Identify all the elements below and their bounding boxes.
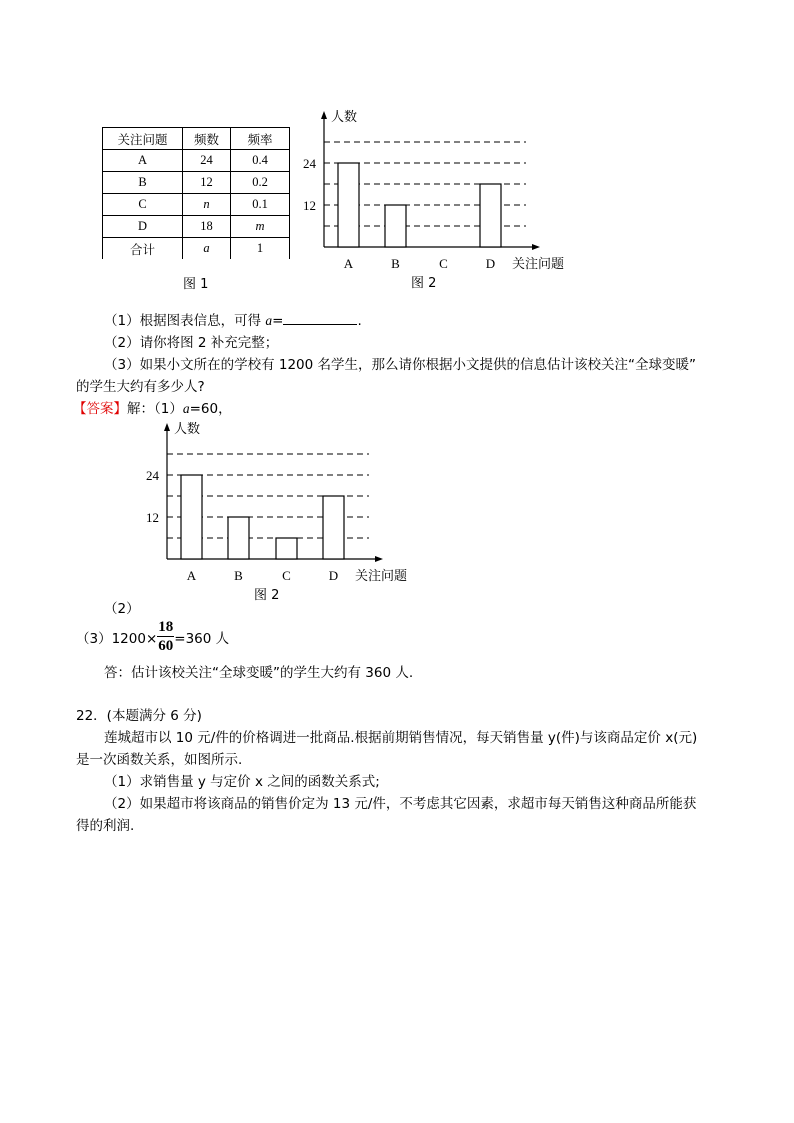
problem-22-line1: 莲城超市以 10 元/件的价格调进一批商品.根据前期销售情况，每天销售量 y(件)与该商品定价 x(元) [104,730,698,746]
bar-A [181,475,202,559]
var-a: a [265,313,273,328]
period: . [357,313,362,329]
table-cell: a [183,238,231,260]
answer-conclusion: 答：估计该校关注“全球变暖”的学生大约有 360 人. [104,665,414,681]
x-tick-label: D [485,256,496,271]
x-tick-label: B [391,256,400,271]
x-tick-label: A [343,256,354,271]
table-header-row [103,128,290,150]
question-3-line2: 的学生大约有多少人? [76,379,205,395]
table-cell: n [183,194,231,216]
table-cell: 18 [183,216,231,238]
table-row [103,150,290,172]
fraction-numerator: 18 [158,619,174,635]
table-row [103,216,290,238]
y-axis-label: 人数 [331,110,358,125]
question-1 [104,309,362,329]
table-cell: 0.4 [231,150,290,172]
chart-caption: 图 2 [411,276,437,291]
chart-plot [303,109,564,291]
problem-22-sub1: （1）求销售量 y 与定价 x 之间的函数关系式; [104,774,380,790]
x-tick-label: B [234,568,243,583]
table-cell: D [103,216,183,238]
bar-A [338,163,359,247]
problem-22-line2: 是一次函数关系，如图所示. [76,752,243,768]
x-axis-arrow [375,556,383,562]
question-1-text: （1）根据图表信息，可得 [104,313,262,329]
table-cell: B [103,172,183,194]
table-row [103,172,290,194]
answer-part-3 [76,618,229,655]
table-row [103,194,290,216]
table-caption: 图 1 [183,277,209,292]
table-cell: m [231,216,290,238]
x-axis-label: 关注问题 [355,569,408,584]
frequency-table-wrap [102,127,290,259]
x-axis-label: 关注问题 [512,257,565,272]
problem-22-sub2-line2: 得的利润. [76,818,135,834]
y-tick-label: 24 [146,468,159,483]
bar-chart-complete [133,412,433,607]
y-tick-label: 12 [146,510,159,525]
y-tick-label: 24 [303,156,316,171]
y-axis-label: 人数 [174,422,201,437]
table-cell: A [103,150,183,172]
table-row [103,238,290,260]
question-2: （2）请你将图 2 补充完整； [104,335,279,351]
bar-D [323,496,344,559]
x-axis-arrow [532,244,540,250]
equals-sign: = [272,313,284,329]
chart-caption: 图 2 [254,588,280,603]
x-tick-label: A [186,568,197,583]
bar-B [228,517,249,559]
table-cell: 合计 [103,238,183,260]
bar-chart-incomplete [290,100,590,295]
y-axis-arrow [164,423,170,431]
problem-22-title: 22．(本题满分 6 分) [76,708,202,724]
y-tick-label: 12 [303,198,316,213]
answer-part-2: （2） [104,601,140,617]
x-tick-label: C [439,256,448,271]
table-cell: 0.2 [231,172,290,194]
frequency-table [102,127,290,259]
table-cell: 0.1 [231,194,290,216]
answer-blank [283,312,357,325]
x-tick-label: C [282,568,291,583]
part3-prefix: （3）1200× [76,630,158,647]
table-header-cell: 频率 [231,128,290,150]
question-3-line1: （3）如果小文所在的学校有 1200 名学生，那么请你根据小文提供的信息估计该校关注“全球变暖” [104,357,697,373]
bar-D [480,184,501,247]
table-cell: 1 [231,238,290,260]
answer-tag: 【答案】 [73,401,127,417]
x-tick-label: D [328,568,339,583]
table-cell: C [103,194,183,216]
answer-intro: 解：（1） [127,401,183,417]
bar-B [385,205,406,247]
table-header-cell: 关注问题 [103,128,183,150]
y-axis-arrow [321,111,327,119]
answer-value: =60， [189,401,232,417]
chart-plot [146,421,407,603]
table-cell: 24 [183,150,231,172]
table-header-cell: 频数 [183,128,231,150]
fraction-denominator: 60 [158,638,174,654]
var-a: a [182,401,190,416]
part3-suffix: =360 人 [174,630,230,647]
problem-22-sub2-line1: （2）如果超市将该商品的销售价定为 13 元/件，不考虑其它因素，求超市每天销售这种商品所能获 [104,796,697,812]
bar-C [276,538,297,559]
table-cell: 12 [183,172,231,194]
fraction [157,618,174,655]
